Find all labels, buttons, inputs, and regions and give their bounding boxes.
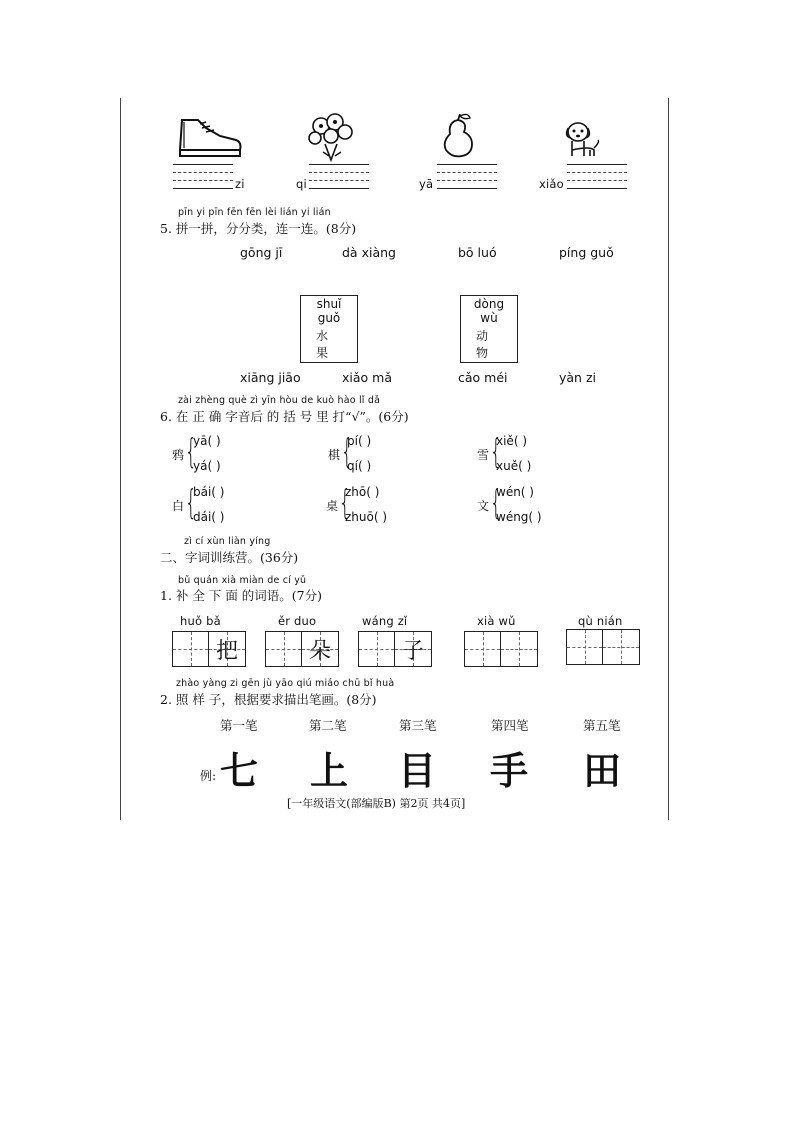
stroke-char-1[interactable]: 七 [220,748,259,793]
brace-4: { [185,483,197,523]
pinyin-hint-3: yā [419,177,434,191]
q6-pinyin: zài zhèng què zì yīn hòu de kuò hào lǐ dǎ [178,395,381,406]
brace-3: { [490,432,502,472]
pinyin-hint-4: xiǎo [539,177,564,191]
q6-option-2a[interactable]: pí( ) [347,434,372,448]
q5-word-5[interactable]: xiāng jiāo [240,370,301,385]
brace-6: { [490,483,502,523]
writing-lines-3[interactable] [437,164,497,196]
q1-box-1[interactable] [172,631,246,667]
q5-word-4[interactable]: píng guǒ [559,245,614,260]
stroke-header-1: 第一笔 [220,718,258,733]
q5-word-2[interactable]: dà xiàng [342,245,396,260]
q5-word-8[interactable]: yàn zi [559,370,596,385]
q2-title: 2. 照 样 子，根据要求描出笔画。(8分) [160,692,377,707]
category-fruit[interactable] [300,295,358,363]
stroke-char-2[interactable]: 上 [310,748,349,793]
page-footer: [一年级语文(部编版B) 第2页 共4页] [287,797,466,810]
q6-option-2b[interactable]: qí( ) [347,459,372,473]
q6-option-1b[interactable]: yá( ) [193,459,221,473]
q1-box-4-pinyin: xià wǔ [477,614,516,628]
q6-option-6b[interactable]: wéng( ) [496,510,542,524]
q6-char-2: 棋 [328,448,341,462]
writing-lines-2[interactable] [309,164,369,196]
stroke-char-4[interactable]: 手 [490,748,529,793]
writing-lines-4[interactable] [567,164,627,196]
brace-2: { [341,432,353,472]
part2-pinyin: zì cí xùn liàn yíng [184,536,271,547]
q1-box-4[interactable] [464,631,538,667]
q5-title: 5. 拼一拼，分分类，连一连。(8分) [160,221,357,236]
q6-char-6: 文 [477,499,490,513]
pinyin-hint-2: qi [296,177,307,191]
stroke-header-2: 第二笔 [309,718,347,733]
q1-box-5-cell-1[interactable] [567,630,603,664]
puppy-icon [562,120,604,162]
category-fruit-chars: 水果 [315,329,342,360]
q1-title: 1. 补 全 下 面 的词语。(7分) [160,588,322,603]
q1-box-5[interactable] [566,629,640,665]
q6-option-3a[interactable]: xiě( ) [496,434,527,448]
q6-char-4: 白 [172,499,185,513]
flower-bouquet-icon [303,112,361,162]
q1-box-3[interactable] [358,631,432,667]
category-animal-pinyin: dòng wù [473,297,505,325]
category-animal-chars: 动物 [475,329,502,360]
q1-box-1-cell-2[interactable] [209,632,245,666]
q6-option-5a[interactable]: zhō( ) [345,485,380,499]
q5-pinyin: pīn yi pīn fēn fēn lèi lián yi lián [178,207,331,218]
right-margin-line [668,98,669,820]
brace-1: { [185,432,197,472]
q1-box-2[interactable] [265,631,339,667]
q6-option-4a[interactable]: bái( ) [193,485,225,499]
stroke-header-4: 第四笔 [491,718,529,733]
q6-title: 6. 在 正 确 字音后 的 括 号 里 打“√”。(6分) [160,409,409,424]
q5-word-3[interactable]: bō luó [458,245,497,260]
q1-box-3-pinyin: wáng zǐ [362,614,408,628]
q6-option-3b[interactable]: xuě( ) [496,459,532,473]
q1-box-3-cell-1[interactable] [359,632,395,666]
pear-icon [438,112,478,160]
left-margin-line [120,98,121,820]
q6-option-4b[interactable]: dái( ) [193,510,225,524]
q1-box-5-cell-2[interactable] [603,630,639,664]
shoe-icon [176,114,244,158]
stroke-char-5[interactable]: 田 [583,748,622,793]
stroke-header-5: 第五笔 [583,718,621,733]
q1-box-1-pinyin: huǒ bǎ [180,614,221,628]
q6-char-1: 鸦 [172,448,185,462]
q1-box-4-cell-1[interactable] [465,632,501,666]
stroke-char-3[interactable]: 目 [398,748,437,793]
q1-box-2-cell-1[interactable] [266,632,302,666]
category-fruit-pinyin: shuǐ guǒ [316,297,342,325]
category-animal[interactable] [460,295,518,363]
part2-title: 二、字词训练营。(36分) [160,550,299,565]
q6-option-1a[interactable]: yā( ) [193,434,221,448]
writing-lines-1[interactable] [173,164,233,196]
q1-box-5-pinyin: qù nián [578,614,623,628]
q2-pinyin: zhào yàng zi gēn jù yāo qiú miáo chū bǐ huà [176,678,395,689]
q5-word-7[interactable]: cǎo méi [458,370,508,385]
stroke-header-3: 第三笔 [399,718,437,733]
q5-word-6[interactable]: xiǎo mǎ [342,370,392,385]
q5-word-1[interactable]: gōng jī [240,245,283,260]
q1-box-3-cell-2[interactable] [395,632,431,666]
q1-box-2-cell-2[interactable] [302,632,338,666]
q6-char-5: 桌 [326,499,339,513]
q1-box-1-cell-1[interactable] [173,632,209,666]
q6-char-3: 雪 [477,448,490,462]
q1-box-2-char-2: 朵 [308,639,331,664]
example-label: 例: [200,769,217,783]
pinyin-hint-1: zi [235,177,245,191]
q6-option-5b[interactable]: zhuō( ) [345,510,388,524]
brace-5: { [339,483,351,523]
q1-box-3-char-2: 子 [401,639,424,664]
q6-option-6a[interactable]: wén( ) [496,485,534,499]
q1-pinyin: bǔ quán xià miàn de cí yǔ [178,575,307,586]
q1-box-1-char-2: 把 [215,639,238,664]
q1-box-2-pinyin: ěr duo [278,614,317,628]
q1-box-4-cell-2[interactable] [501,632,537,666]
